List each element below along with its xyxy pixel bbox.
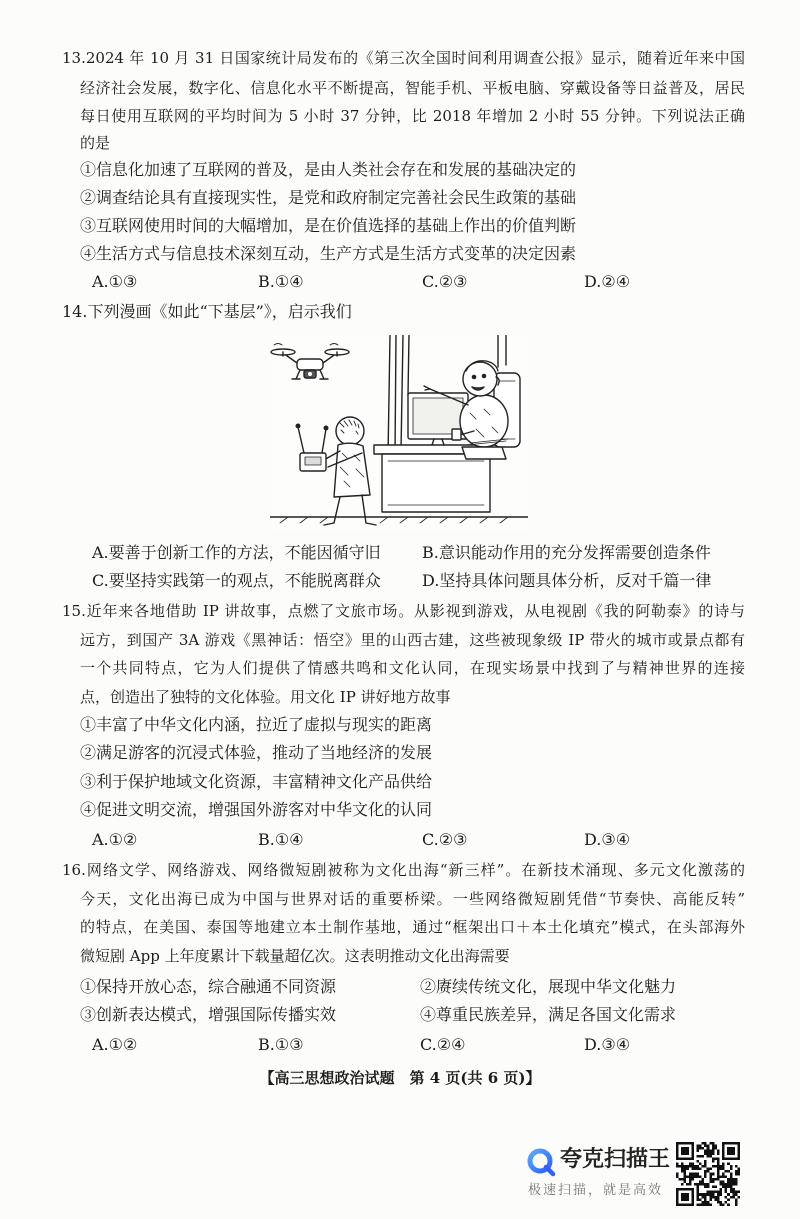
choice-b[interactable]: B.①④	[258, 830, 304, 849]
question-stem-line: 远方，到国产 3A 游戏《黑神话：悟空》里的山西古建，这些被现象级 IP 带火的城市或景点都有	[80, 631, 745, 649]
choice-a[interactable]: A.①③	[92, 272, 138, 291]
choice-a[interactable]: A.①②	[92, 1035, 138, 1054]
question-stem-line: 的是	[80, 134, 111, 152]
choice-d[interactable]: D.坚持具体问题具体分析，反对千篇一律	[422, 571, 712, 590]
qr-code[interactable]	[676, 1142, 740, 1206]
question-stem-line: 每日使用互联网的平均时间为 5 小时 37 分钟，比 2018 年增加 2 小时 55 分钟。下列说法正确	[80, 107, 745, 125]
statement-1: ①信息化加速了互联网的普及，是由人类社会存在和发展的基础决定的	[80, 160, 577, 179]
statement-3: ③创新表达模式，增强国际传播实效	[80, 1005, 337, 1024]
question-stem-line: 16.网络文学、网络游戏、网络微短剧被称为文化出海“新三样”。在新技术涌现、多元文化激荡的	[62, 861, 745, 879]
cartoon-illustration	[270, 335, 528, 531]
question-stem-line: 一个共同特点，它为人们提供了情感共鸣和文化认同，在现实场景中找到了与精神世界的连接	[80, 659, 745, 677]
question-stem-line: 今天，文化出海已成为中国与世界对话的重要桥梁。一些网络微短剧凭借“节奏快、高能反转”	[80, 890, 745, 908]
choice-b[interactable]: B.①③	[258, 1035, 304, 1054]
statement-1: ①保持开放心态，综合融通不同资源	[80, 977, 337, 996]
statement-4: ④尊重民族差异，满足各国文化需求	[420, 1005, 677, 1024]
statement-2: ②调查结论具有直接现实性，是党和政府制定完善社会民生政策的基础	[80, 188, 577, 207]
statement-3: ③互联网使用时间的大幅增加，是在价值选择的基础上作出的价值判断	[80, 216, 577, 235]
question-stem-line: 14.下列漫画《如此“下基层”》，启示我们	[62, 302, 352, 321]
question-stem-line: 15.近年来各地借助 IP 讲故事，点燃了文旅市场。从影视到游戏，从电视剧《我的阿勒泰》的诗与	[62, 602, 745, 620]
choice-b[interactable]: B.①④	[258, 272, 304, 291]
statement-4: ④生活方式与信息技术深刻互动，生产方式是生活方式变革的决定因素	[80, 244, 577, 263]
question-stem-line: 点，创造出了独特的文化体验。用文化 IP 讲好地方故事	[80, 688, 451, 706]
question-stem-line: 微短剧 App 上年度累计下载量超亿次。这表明推动文化出海需要	[80, 947, 510, 965]
choice-c[interactable]: C.②④	[420, 1035, 466, 1054]
watermark-brand: 夸克扫描王	[560, 1147, 671, 1172]
choice-d[interactable]: D.③④	[584, 1035, 631, 1054]
choice-d[interactable]: D.③④	[584, 830, 631, 849]
statement-3: ③利于保护地域文化资源，丰富精神文化产品供给	[80, 772, 433, 791]
choice-c[interactable]: C.②③	[422, 830, 468, 849]
question-stem-line: 的特点，在美国、泰国等地建立本土制作基地，通过“框架出口＋本土化填充”模式，在头部海外	[80, 918, 745, 936]
choice-c[interactable]: C.②③	[422, 272, 468, 291]
quark-logo-icon	[526, 1147, 556, 1177]
statement-1: ①丰富了中华文化内涵，拉近了虚拟与现实的距离	[80, 715, 433, 734]
statement-2: ②满足游客的沉浸式体验，推动了当地经济的发展	[80, 743, 433, 762]
statement-4: ④促进文明交流，增强国外游客对中华文化的认同	[80, 800, 433, 819]
choice-a[interactable]: A.要善于创新工作的方法，不能因循守旧	[92, 543, 381, 562]
question-stem-line: 经济社会发展，数字化、信息化水平不断提高，智能手机、平板电脑、穿戴设备等日益普及，居民	[80, 79, 745, 97]
question-stem-line: 13.2024 年 10 月 31 日国家统计局发布的《第三次全国时间利用调查公报》显示，随着近年来中国	[62, 49, 745, 67]
choice-d[interactable]: D.②④	[584, 272, 631, 291]
choice-a[interactable]: A.①②	[92, 830, 138, 849]
page-footer: 【高三思想政治试题 第 4 页(共 6 页)】	[259, 1069, 541, 1087]
watermark-slogan: 极速扫描，就是高效	[528, 1183, 664, 1198]
statement-2: ②赓续传统文化，展现中华文化魅力	[420, 977, 677, 996]
choice-c[interactable]: C.要坚持实践第一的观点，不能脱离群众	[92, 571, 381, 590]
choice-b[interactable]: B.意识能动作用的充分发挥需要创造条件	[422, 543, 711, 562]
